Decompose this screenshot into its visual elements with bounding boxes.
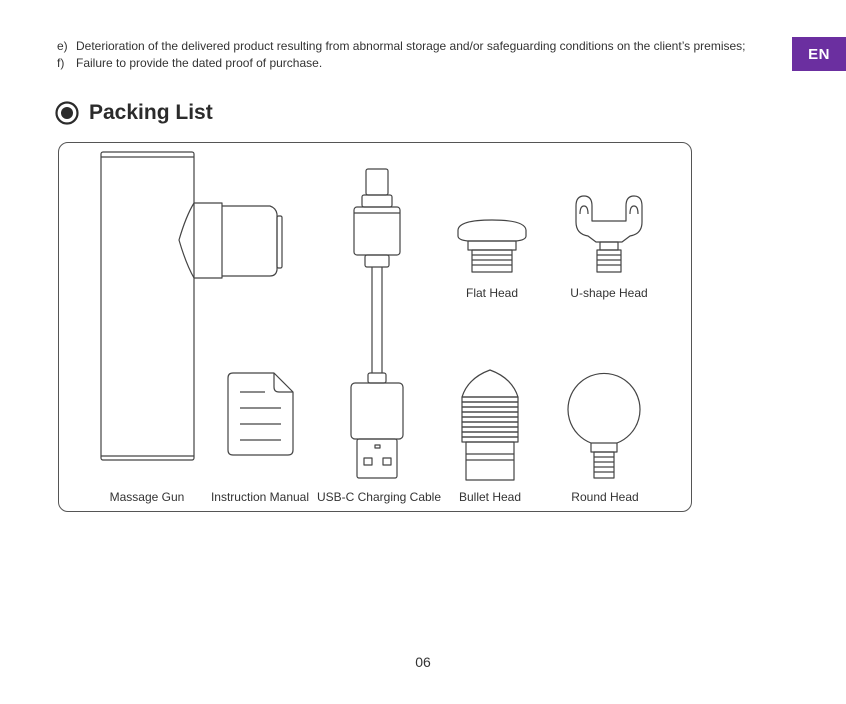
caption-flat-head: Flat Head: [465, 286, 519, 300]
caption-massage-gun: Massage Gun: [109, 490, 185, 504]
section-title: Packing List: [89, 101, 213, 124]
item-marker: f): [57, 56, 65, 70]
caption-usb-c-cable: USB-C Charging Cable: [316, 490, 442, 504]
massage-gun-image: [101, 152, 282, 460]
manual-document-icon: [228, 373, 293, 455]
caption-instruction-manual: Instruction Manual: [210, 490, 310, 504]
caption-round-head: Round Head: [571, 490, 639, 504]
item-text: Failure to provide the dated proof of purchase.: [76, 56, 323, 70]
caption-u-shape-head: U-shape Head: [570, 286, 648, 300]
page-number: 06: [415, 654, 431, 670]
language-badge: EN: [792, 37, 846, 71]
item-marker: e): [57, 39, 68, 53]
u-shape-head-image: [576, 196, 642, 272]
round-head-image: [568, 373, 640, 478]
flat-head-image: [458, 220, 526, 272]
bullet-head-image: [462, 370, 518, 480]
usb-c-cable-image: [351, 169, 403, 478]
caption-bullet-head: Bullet Head: [458, 490, 522, 504]
item-text: Deterioration of the delivered product resulting from abnormal storage and/or safeguarding conditions on the client’s premises;: [76, 39, 746, 53]
